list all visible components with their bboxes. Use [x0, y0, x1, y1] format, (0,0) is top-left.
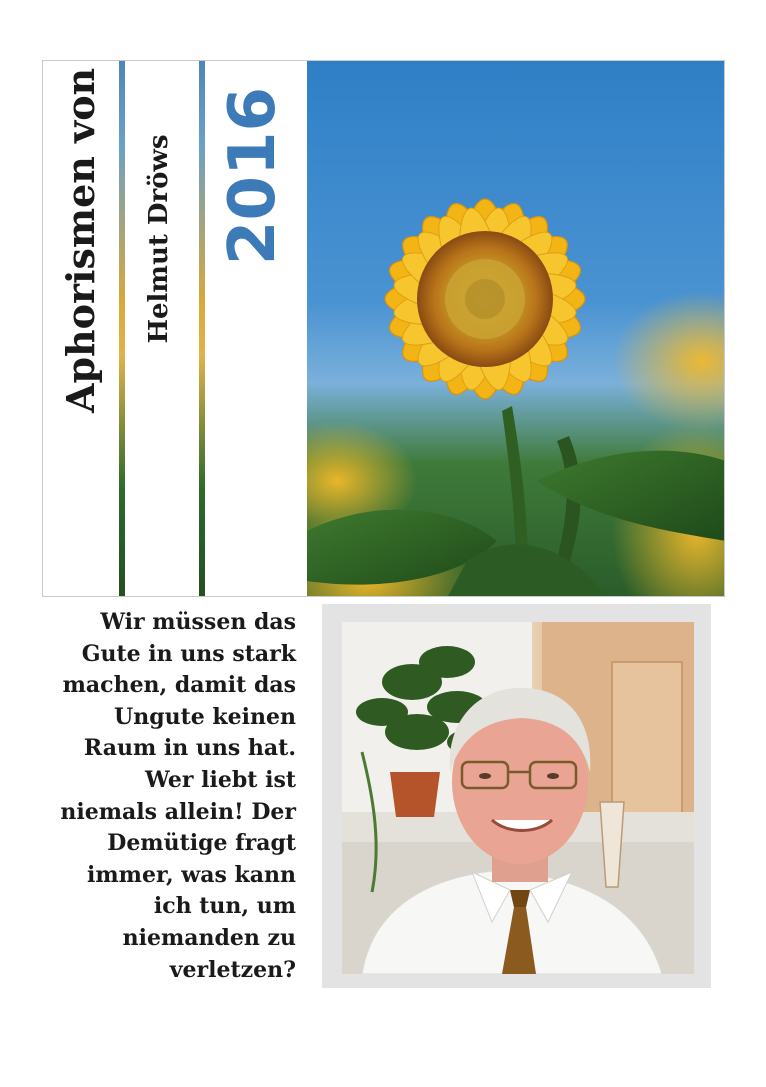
- quote-line: niemals allein! Der: [60, 798, 296, 825]
- quote-line: ich tun, um: [153, 893, 296, 920]
- sunflower-image: [307, 61, 725, 597]
- decorative-stripe: [199, 61, 205, 596]
- quote-line: Raum in uns hat.: [83, 735, 296, 762]
- cover-author: Helmut Dröws: [144, 134, 174, 344]
- quote-line: Wir müssen das: [100, 609, 296, 635]
- decorative-stripe: [119, 61, 125, 596]
- cover-title: Aphorismen von: [58, 67, 103, 413]
- quote-line: immer, was kann: [87, 861, 296, 888]
- quote-line: Ungute keinen: [114, 703, 296, 730]
- quote-line: Gute in uns stark: [81, 640, 296, 667]
- cover-banner: [42, 60, 725, 597]
- quote-line: verletzen?: [169, 956, 296, 983]
- author-photo-frame: [322, 604, 711, 988]
- quote-line: niemanden zu: [122, 924, 296, 951]
- quote-line: Demütige fragt: [107, 830, 296, 857]
- aphorism-quote: [40, 607, 296, 986]
- quote-line: machen, damit das: [62, 672, 296, 699]
- author-photo: [342, 622, 694, 974]
- quote-line: Wer liebt ist: [145, 766, 296, 793]
- cover-year: 2016: [216, 86, 290, 266]
